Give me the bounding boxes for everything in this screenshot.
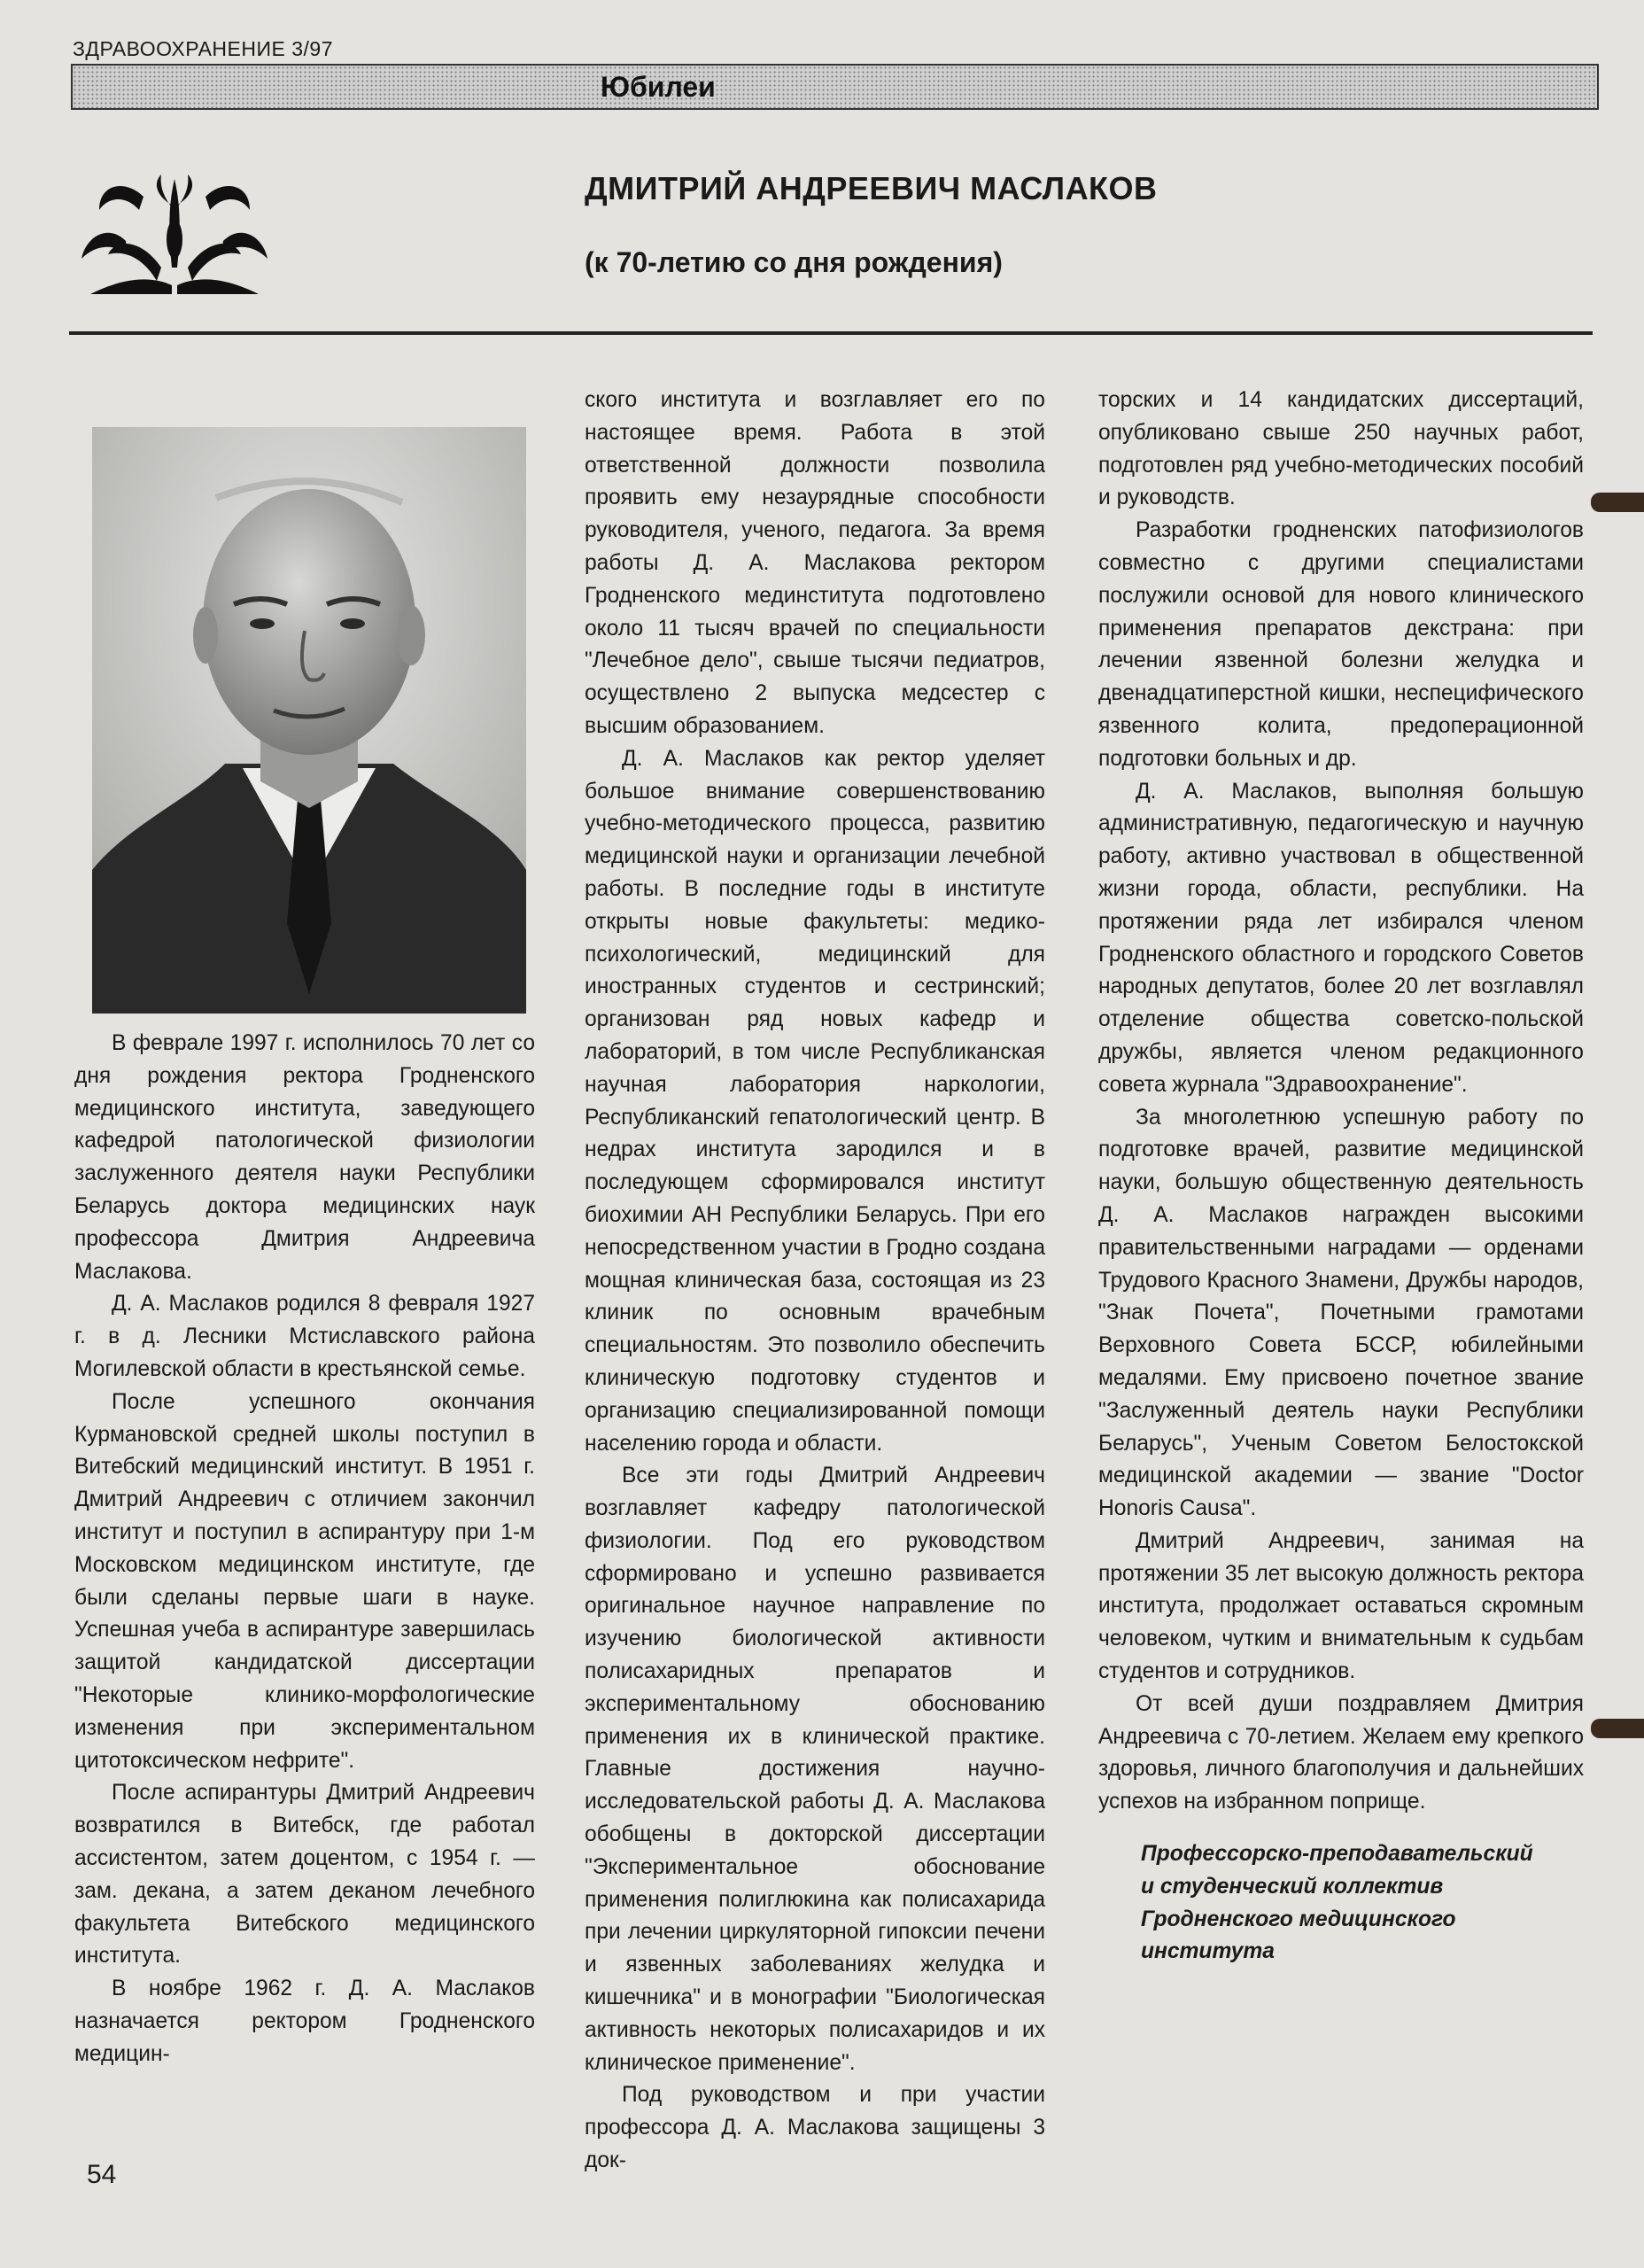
signature-line: Профессорско-преподавательский — [1141, 1842, 1533, 1867]
paragraph: После успешного окончания Курмановской средней школы поступил в Витебский медицинский институт. В 1951 г. Дмитрий Андреевич с отличием закончил институт и поступил в аспирантуру при 1-м Московском медицинском институте, где были сделаны первые шаги в науке. Успешная учеба в аспирантуре завершилась защитой кандидатской диссертации "Некоторые клинико-морфологические изменения при экспериментальном цитотоксическом нефрите". — [74, 1389, 535, 1773]
article-title: ДМИТРИЙ АНДРЕЕВИЧ МАСЛАКОВ — [585, 170, 1158, 206]
text-column-1 — [74, 1028, 535, 2071]
signature — [1098, 1838, 1584, 1969]
paragraph: В ноябре 1962 г. Д. А. Маслаков назначается ректором Гродненского медицин- — [74, 1977, 535, 2066]
binding-clip — [1591, 1719, 1644, 1738]
article-subtitle: (к 70-летию со дня рождения) — [585, 246, 1003, 278]
paragraph: Дмитрий Андреевич, занимая на протяжении 35 лет высокую должность ректора института, продолжает оставаться скромным человеком, чутким и внимательным к судьбам студентов и сотрудников. — [1098, 1528, 1584, 1684]
text-column-3 — [1098, 384, 1584, 1969]
paragraph: За многолетнюю успешную работу по подготовке врачей, развитие медицинской науки, большую общественную деятельность Д. А. Маслаков награжден высокими правительственными наградами — орденами Трудового Красного Знамени, Дружбы народов, "Знак Почета", Почетными грамотами Верховного Совета БССР, юбилейными медалями. Ему присвоено почетное звание "Заслуженный деятель науки Республики Беларусь", Ученым Советом Белостокской медицинской академии — звание "Doctor Honoris Causa". — [1098, 1105, 1584, 1521]
signature-line: института — [1141, 1939, 1275, 1964]
section-banner — [71, 64, 1599, 110]
journal-header: ЗДРАВООХРАНЕНИЕ 3/97 — [73, 37, 334, 60]
paragraph: Д. А. Маслаков как ректор уделяет большое внимание совершенствованию учебно-методического процесса, развитию медицинской науки и организации лечебной работы. В последние годы в институте открыты новые факультеты: медико-психологический, медицинский для иностранных студентов и сестринский; организован ряд новых кафедр и лабораторий, в том числе Республиканская научная лаборатория наркологии, Республиканский гепатологический центр. В недрах института зародился и в последующем сформировался институт биохимии АН Республики Беларусь. При его непосредственном участии в Гродно создана мощная клиническая база, состоящая из 23 клиник по основным врачебным специальностям. Это позволило обеспечить клиническую подготовку студентов и организацию специализированной помощи населению города и области. — [585, 746, 1045, 1456]
paragraph: В феврале 1997 г. исполнилось 70 лет со дня рождения ректора Гродненского медицинского института, заведующего кафедрой патологической физиологии заслуженного деятеля науки Республики Беларусь доктора медицинских наук профессора Дмитрия Андреевича Маслакова. — [74, 1031, 535, 1284]
title-divider — [69, 331, 1593, 335]
paragraph: Д. А. Маслаков родился 8 февраля 1927 г. в д. Лесники Мстиславского района Могилевской области в крестьянской семье. — [74, 1292, 535, 1381]
paragraph: От всей души поздравляем Дмитрия Андреевича с 70-летием. Желаем ему крепкого здоровья, личного благополучия и дальнейших успехов на избранном поприще. — [1098, 1691, 1584, 1814]
text-column-2 — [585, 384, 1045, 2178]
section-title: Юбилеи — [601, 71, 716, 103]
page-number: 54 — [87, 2160, 117, 2189]
binding-clip — [1591, 493, 1644, 512]
paragraph-continued: ского института и возглавляет его по настоящее время. Работа в этой ответственной должности позволила проявить ему незаурядные способности руководителя, ученого, педагога. За время работы Д. А. Маслакова ректором Гродненского мединститута подготовлено около 11 тысяч врачей по специальности "Лечебное дело", свыше тысячи педиатров, осуществлено 2 выпуска медсестер с высшим образованием. — [585, 388, 1045, 738]
portrait-photo — [92, 427, 526, 1014]
paragraph: Разработки гродненских патофизиологов совместно с другими специалистами послужили основой для нового клинического применения препаратов декстрана: при лечении язвенной болезни желудка и двенадцатиперстной кишки, неспецифического язвенного колита, предоперационной подготовки больных и др. — [1098, 518, 1584, 771]
paragraph-continued: торских и 14 кандидатских диссертаций, опубликовано свыше 250 научных работ, подготовлен ряд учебно-методических пособий и руководств. — [1098, 388, 1584, 510]
signature-line: Гродненского медицинского — [1141, 1907, 1456, 1931]
paragraph: Д. А. Маслаков, выполняя большую административную, педагогическую и научную работу, активно участвовал в общественной жизни города, области, республики. На протяжении ряда лет избирался членом Гродненского областного и городского Советов народных депутатов, более 20 лет возглавлял отделение общества советско-польской дружбы, является членом редакционного совета журнала "Здравоохранение". — [1098, 779, 1584, 1097]
ornament-icon — [73, 170, 276, 303]
paragraph: После аспирантуры Дмитрий Андреевич возвратился в Витебск, где работал ассистентом, затем доцентом, с 1954 г. — зам. декана, а затем деканом лечебного факультета Витебского медицинского института. — [74, 1781, 535, 1969]
paragraph: Все эти годы Дмитрий Андреевич возглавляет кафедру патологической физиологии. Под его руководством сформировано и успешно развивается оригинальное научное направление по изучению биологической активности полисахаридных препаратов и экспериментальному обоснованию применения их в клинической практике. Главные достижения научно-исследовательской работы Д. А. Маслакова обобщены в докторской диссертации "Экспериментальное обоснование применения полиглюкина как полисахарида при лечении циркуляторной гипоксии печени и язвенных заболеваниях желудка и кишечника" и в монографии "Биологическая активность некоторых полисахаридов и их клиническое применение". — [585, 1464, 1045, 2075]
paragraph: Под руководством и при участии профессора Д. А. Маслакова защищены 3 док- — [585, 2083, 1045, 2173]
signature-line: и студенческий коллектив — [1141, 1874, 1444, 1899]
